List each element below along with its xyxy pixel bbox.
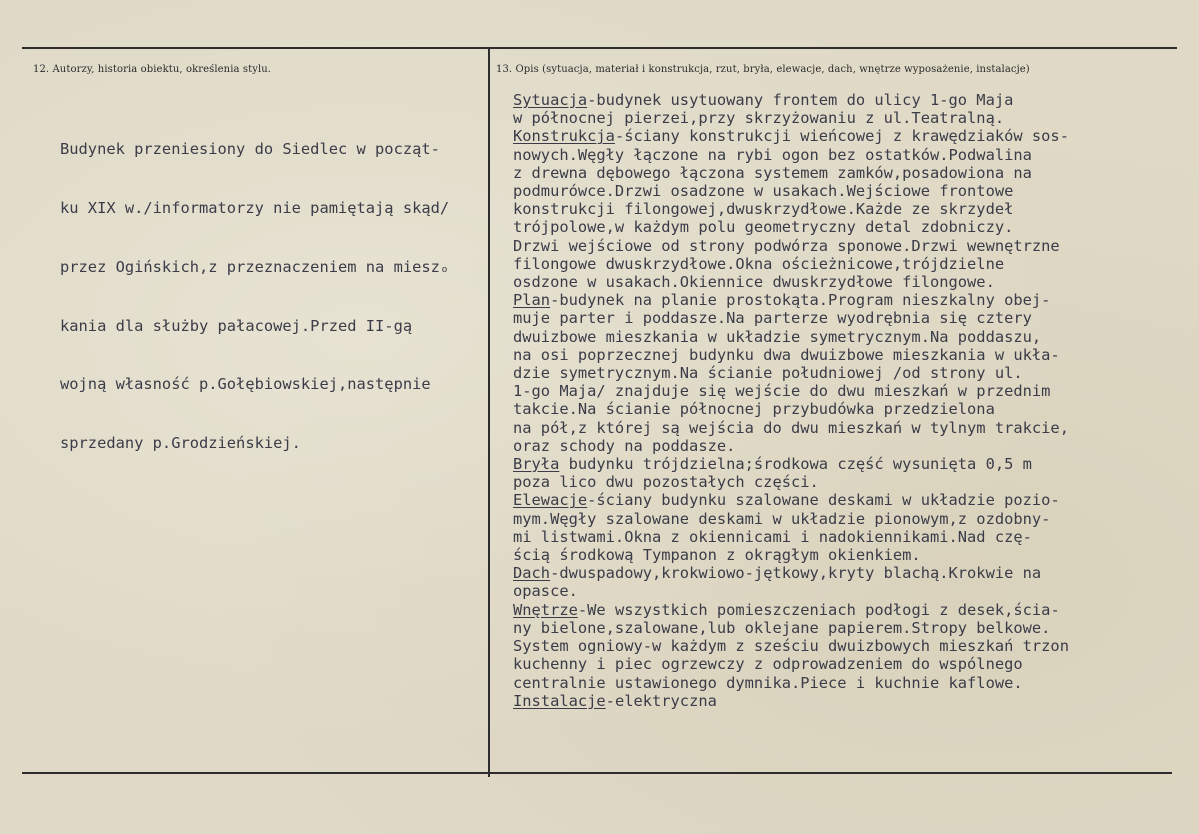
description-line bbox=[513, 237, 1069, 255]
text-line: przez Ogińskich,z przeznaczeniem na mieszₒ bbox=[60, 257, 450, 276]
bottom-rule bbox=[22, 772, 1172, 774]
section-keyword: Dach bbox=[513, 564, 551, 583]
description-line bbox=[513, 364, 1069, 382]
line-text: -dwuspadowy,krokwiowo-jętkowy,kryty blachą.Krokwie na bbox=[550, 564, 1042, 583]
line-text: mym.Węgły szalowane deskami w układzie pionowym,z ozdobny- bbox=[513, 509, 1051, 528]
section-keyword: Elewacje bbox=[513, 491, 588, 510]
description-line bbox=[513, 564, 1069, 582]
line-text: -We wszystkich pomieszczeniach podłogi z desek,ścia- bbox=[577, 600, 1060, 619]
description-line bbox=[513, 164, 1069, 182]
description-line bbox=[513, 528, 1069, 546]
description-line bbox=[513, 491, 1069, 509]
line-text: takcie.Na ścianie północnej przybudówka przedzielona bbox=[513, 400, 995, 419]
line-text: dwuizbowe mieszkania w układzie symetrycznym.Na poddaszu, bbox=[513, 327, 1042, 346]
line-text: budynku trójdzielna;środkowa część wysunięta 0,5 m bbox=[559, 455, 1032, 474]
description-line bbox=[513, 619, 1069, 637]
description-line bbox=[513, 637, 1069, 655]
description-line bbox=[513, 146, 1069, 164]
section-keyword: Bryła bbox=[513, 455, 560, 474]
description-line bbox=[513, 255, 1069, 273]
line-text: nowych.Węgły łączone na rybi ogon bez ostatków.Podwalina bbox=[513, 145, 1032, 164]
section-12-text bbox=[60, 101, 449, 493]
text-line: kania dla służby pałacowej.Przed II-gą bbox=[60, 316, 413, 335]
description-line bbox=[513, 674, 1069, 692]
description-line bbox=[513, 437, 1069, 455]
description-line bbox=[513, 510, 1069, 528]
line-text: System ogniowy-w każdym z sześciu dwuizbowych mieszkań trzon bbox=[513, 637, 1069, 656]
section-keyword: Wnętrze bbox=[513, 600, 578, 619]
line-text: 1-go Maja/ znajduje się wejście do dwu mieszkań w przednim bbox=[513, 382, 1051, 401]
section-13-header: 13. Opis (sytuacja, materiał i konstrukcja, rzut, bryła, elewacje, dach, wnętrze wyposażenie, instalacje) bbox=[496, 64, 1030, 75]
line-text: -elektryczna bbox=[605, 691, 717, 710]
text-line: sprzedany p.Grodzieńskiej. bbox=[60, 434, 301, 453]
section-13-text bbox=[513, 91, 1069, 710]
description-line bbox=[513, 127, 1069, 145]
line-text: z drewna dębowego łączona systemem zamków,posadowiona na bbox=[513, 163, 1032, 182]
line-text: -budynek na planie prostokąta.Program nieszkalny obej- bbox=[550, 291, 1051, 310]
column-divider bbox=[488, 47, 490, 777]
line-text: muje parter i poddasze.Na parterze wyodrębnia się cztery bbox=[513, 309, 1032, 328]
line-text: trójpolowe,w każdym polu geometryczny detal zdobniczy. bbox=[513, 218, 1014, 237]
description-line bbox=[513, 218, 1069, 236]
description-line bbox=[513, 455, 1069, 473]
description-line bbox=[513, 601, 1069, 619]
line-text: podmurówce.Drzwi osadzone w usakach.Wejściowe frontowe bbox=[513, 182, 1014, 201]
text-line: wojną własność p.Gołębiowskiej,następnie bbox=[60, 375, 431, 394]
top-rule bbox=[22, 47, 1177, 49]
description-line bbox=[513, 182, 1069, 200]
section-keyword: Sytuacja bbox=[513, 91, 588, 109]
description-line bbox=[513, 655, 1069, 673]
line-text: -ściany konstrukcji wieńcowej z krawędziaków sos- bbox=[614, 127, 1069, 146]
description-line bbox=[513, 473, 1069, 491]
line-text: dzie symetrycznym.Na ścianie południowej /od strony ul. bbox=[513, 364, 1023, 383]
line-text: oraz schody na poddasze. bbox=[513, 436, 736, 455]
description-line bbox=[513, 419, 1069, 437]
description-line bbox=[513, 109, 1069, 127]
line-text: na osi poprzecznej budynku dwa dwuizbowe mieszkania w ukła- bbox=[513, 345, 1060, 364]
line-text: opasce. bbox=[513, 582, 578, 601]
section-keyword: Konstrukcja bbox=[513, 127, 615, 146]
line-text: centralnie ustawionego dymnika.Piece i kuchnie kaflowe. bbox=[513, 673, 1023, 692]
line-text: poza lico dwu pozostałych części. bbox=[513, 473, 819, 492]
section-12-header: 12. Autorzy, historia obiektu, określenia stylu. bbox=[33, 64, 272, 75]
line-text: ny bielone,szalowane,lub oklejane papierem.Stropy belkowe. bbox=[513, 618, 1051, 637]
description-line bbox=[513, 692, 1069, 710]
line-text: mi listwami.Okna z okiennicami i nadokiennikami.Nad czę- bbox=[513, 527, 1032, 546]
description-line bbox=[513, 91, 1069, 109]
line-text: ścią środkową Tympanon z okrągłym okienkiem. bbox=[513, 546, 921, 565]
line-text: -budynek usytuowany frontem do ulicy 1-go Maja bbox=[587, 91, 1014, 109]
line-text: konstrukcji filongowej,dwuskrzydłowe.Każde ze skrzydeł bbox=[513, 200, 1014, 219]
line-text: na pół,z której są wejścia do dwu mieszkań w tylnym trakcie, bbox=[513, 418, 1069, 437]
description-line bbox=[513, 582, 1069, 600]
line-text: kuchenny i piec ogrzewczy z odprowadzeniem do wspólnego bbox=[513, 655, 1023, 674]
line-text: Drzwi wejściowe od strony podwórza sponowe.Drzwi wewnętrzne bbox=[513, 236, 1060, 255]
description-line bbox=[513, 273, 1069, 291]
section-keyword: Plan bbox=[513, 291, 551, 310]
description-line bbox=[513, 346, 1069, 364]
description-line bbox=[513, 309, 1069, 327]
text-line: Budynek przeniesiony do Siedlec w począt- bbox=[60, 140, 440, 159]
description-line bbox=[513, 546, 1069, 564]
description-line bbox=[513, 291, 1069, 309]
line-text: osdzone w usakach.Okiennice dwuskrzydłowe filongowe. bbox=[513, 273, 995, 292]
section-keyword: Instalacje bbox=[513, 691, 606, 710]
description-line bbox=[513, 200, 1069, 218]
description-line bbox=[513, 400, 1069, 418]
description-line bbox=[513, 382, 1069, 400]
text-line: ku XIX w./informatorzy nie pamiętają skąd/ bbox=[60, 198, 450, 217]
line-text: filongowe dwuskrzydłowe.Okna ościeżnicowe,trójdzielne bbox=[513, 254, 1005, 273]
description-line bbox=[513, 328, 1069, 346]
line-text: w północnej pierzei,przy skrzyżowaniu z ul.Teatralną. bbox=[513, 109, 1005, 128]
line-text: -ściany budynku szalowane deskami w układzie pozio- bbox=[587, 491, 1060, 510]
